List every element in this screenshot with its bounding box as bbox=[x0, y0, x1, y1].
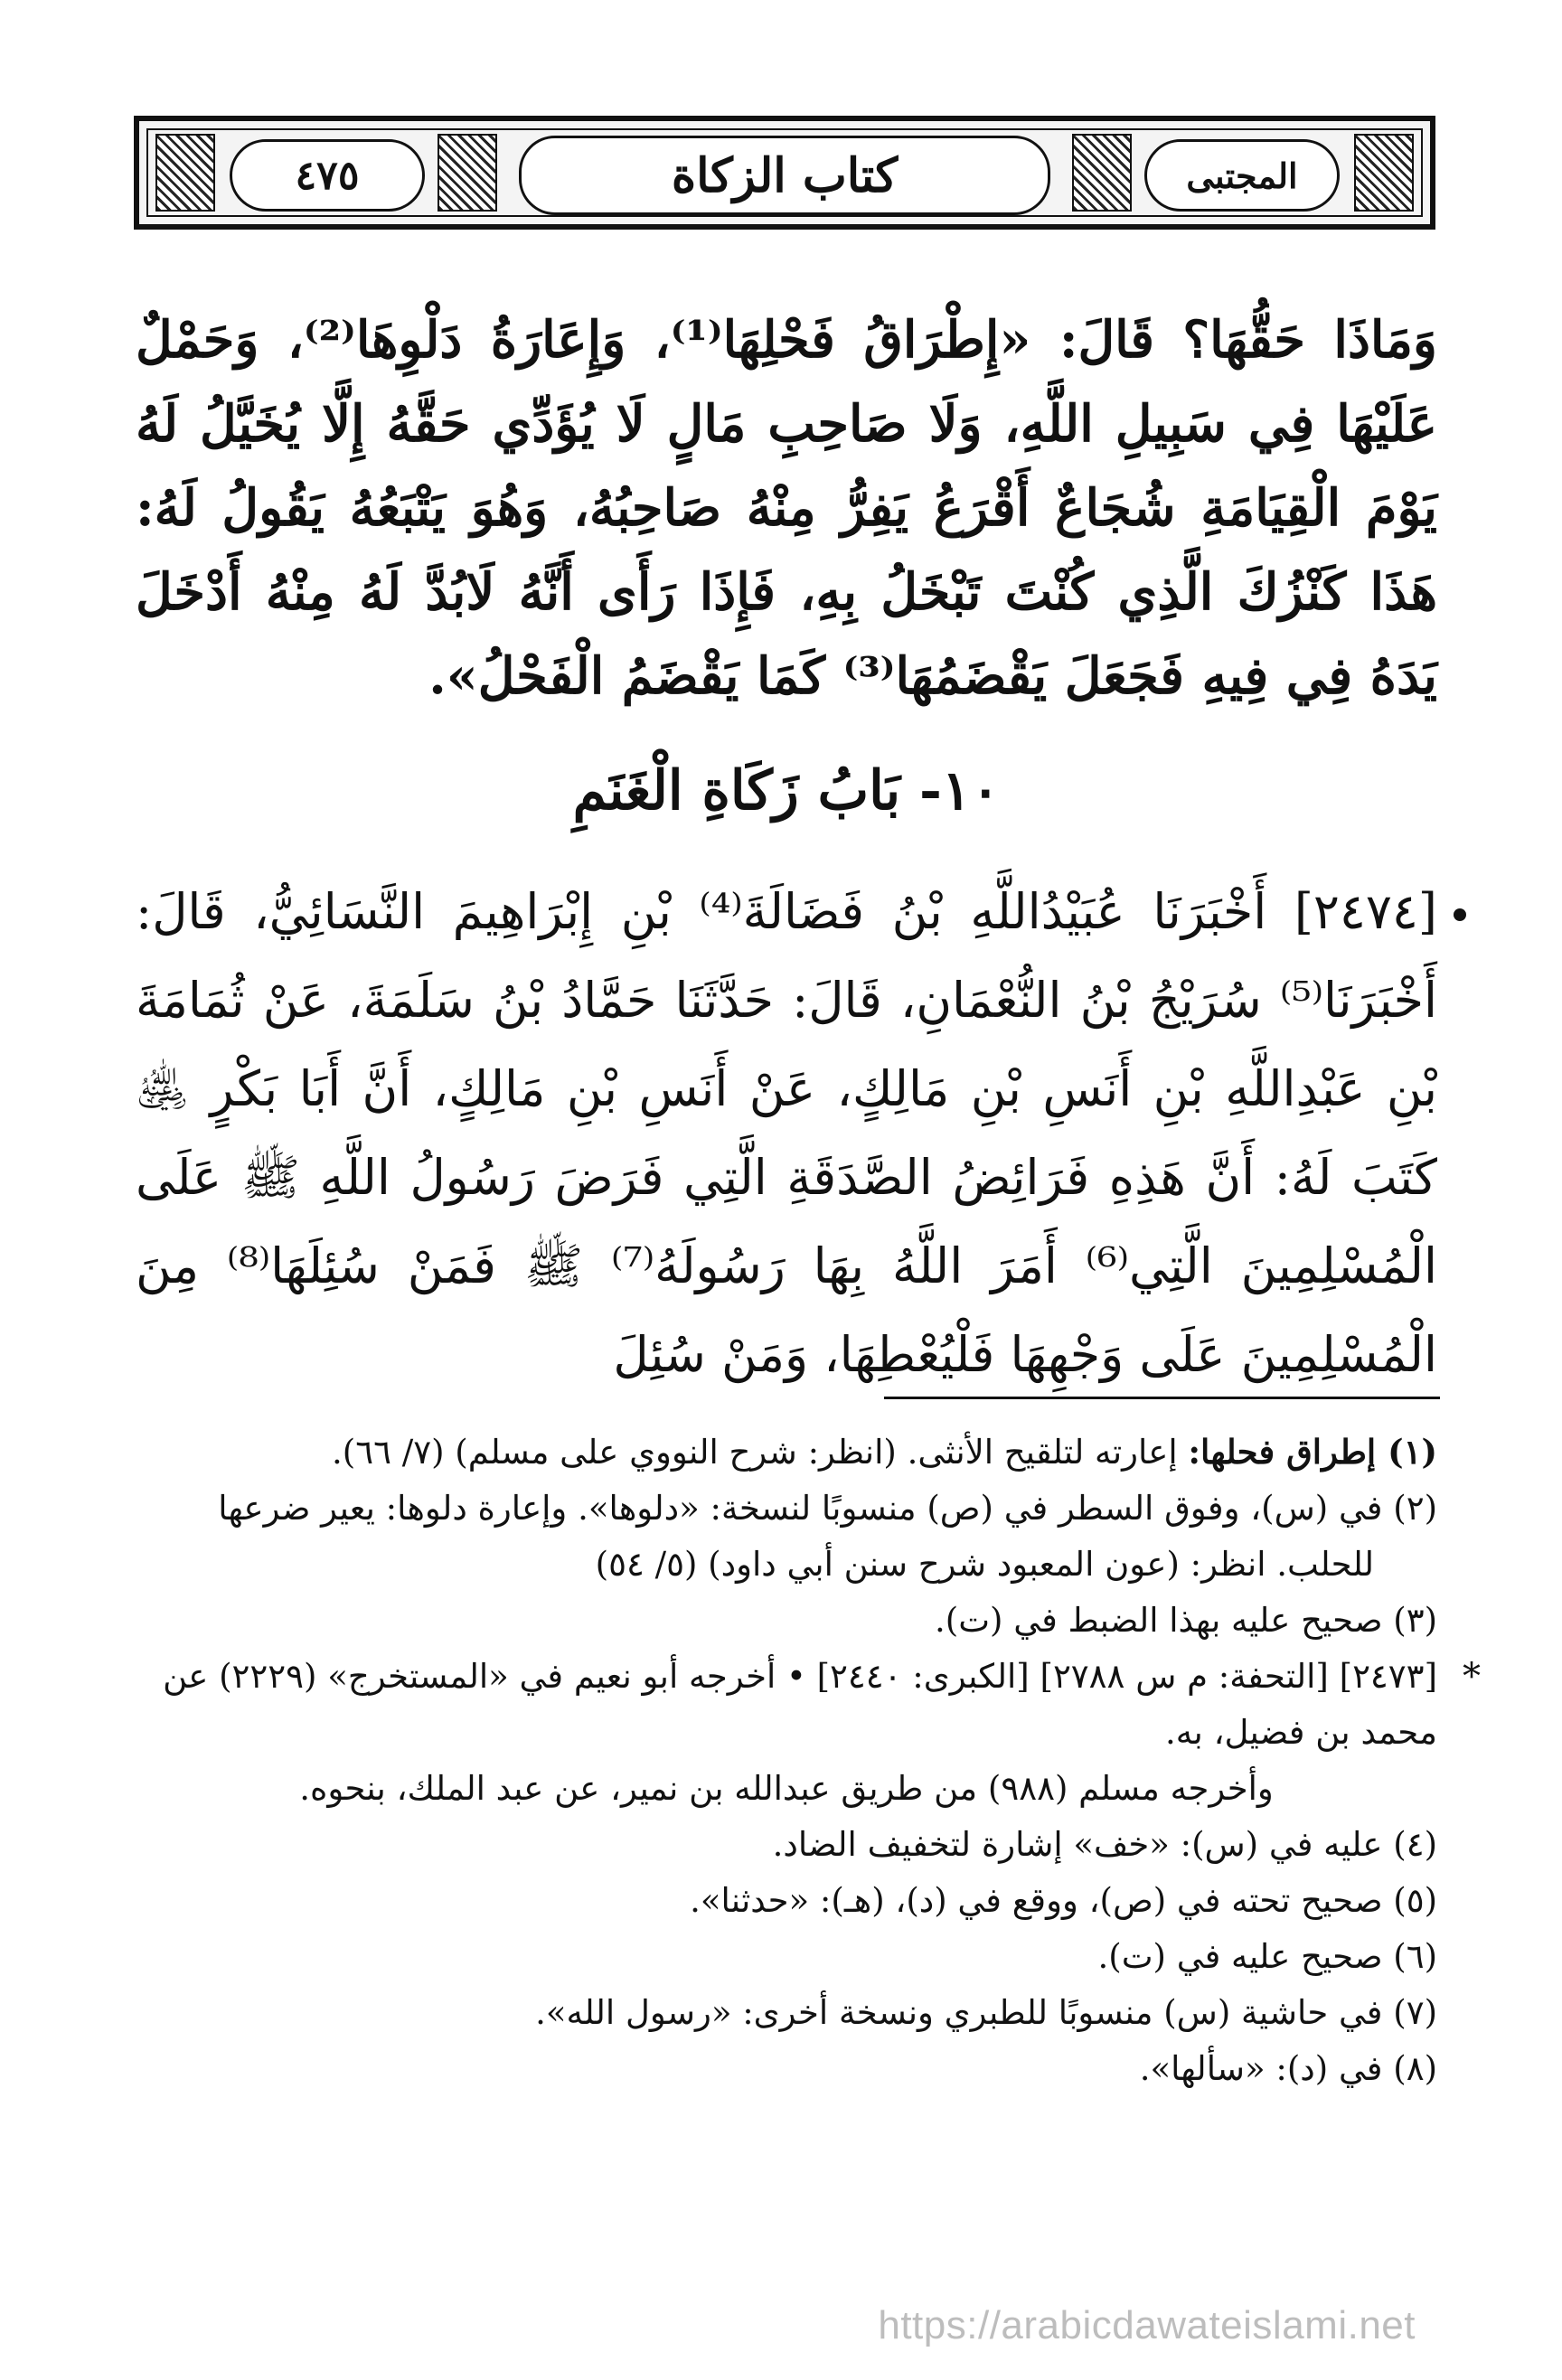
footnote-1 bbox=[136, 1424, 1437, 1481]
ornament-left-outer-icon bbox=[155, 134, 215, 212]
footnote-1-term: (١) إطراق فحلها: bbox=[1188, 1432, 1437, 1472]
page-header-frame bbox=[134, 116, 1435, 230]
footnote-6: (٦) صحيح عليه في (ت). bbox=[1097, 1937, 1437, 1976]
page-number: ٤٧٥ bbox=[230, 139, 425, 212]
takhrij-line-1 bbox=[136, 1649, 1481, 1705]
footnote-divider bbox=[884, 1397, 1440, 1399]
takhrij-line-3: وأخرجه مسلم (٩٨٨) من طريق عبدالله بن نمير، عن عبد الملك، بنحوه. bbox=[299, 1769, 1274, 1808]
takhrij-line-1-text: [٢٤٧٣] [التحفة: م س ٢٧٨٨] [الكبرى: ٢٤٤٠] • أخرجه أبو نعيم في «المستخرج» (٢٢٢٩) عن bbox=[163, 1657, 1437, 1696]
footnotes bbox=[136, 1424, 1481, 2097]
ornament-left-inner-icon bbox=[438, 134, 497, 212]
hadith-text: [٢٤٧٤] أَخْبَرَنَا عُبَيْدُاللَّهِ بْنُ فَضَالَةَ⁽⁴⁾ بْنِ إِبْرَاهِيمَ النَّسَائِيُّ، قَالَ: أَخْبَرَنَا⁽⁵⁾ سُرَيْجُ بْنُ النُّعْمَانِ، قَالَ: حَدَّثَنَا حَمَّادُ بْنُ سَلَمَةَ، عَنْ ثُمَامَةَ بْنِ عَبْدِاللَّهِ بْنِ أَنَسِ بْنِ مَالِكٍ، عَنْ أَنَسِ بْنِ مَالِكٍ، أَنَّ أَبَا بَكْرٍ ﵁ كَتَبَ لَهُ: أَنَّ هَذِهِ فَرَائِضُ الصَّدَقَةِ الَّتِي فَرَضَ رَسُولُ اللَّهِ ﷺ عَلَى الْمُسْلِمِينَ الَّتِي⁽⁶⁾ أَمَرَ اللَّهُ بِهَا رَسُولَهُ⁽⁷⁾ ﷺ فَمَنْ سُئِلَهَا⁽⁸⁾ مِنَ الْمُسْلِمِينَ عَلَى وَجْهِهَا فَلْيُعْطِهَا، وَمَنْ سُئِلَ bbox=[136, 883, 1437, 1383]
footnote-3: (٣) صحيح عليه بهذا الضبط في (ت). bbox=[935, 1601, 1437, 1640]
publisher-logo: المجتبى bbox=[1144, 139, 1340, 212]
footnote-7: (٧) في حاشية (س) منسوبًا للطبري ونسخة أخرى: «رسول الله». bbox=[535, 1993, 1437, 2032]
footnote-4: (٤) عليه في (س): «خف» إشارة لتخفيف الضاد. bbox=[772, 1825, 1437, 1864]
footnote-2-line-1: (٢) في (س)، وفوق السطر في (ص) منسوبًا لنسخة: «دلوها». وإعارة دلوها: يعير ضرعها bbox=[218, 1489, 1437, 1528]
ornament-right-inner-icon bbox=[1072, 134, 1132, 212]
star-marker: * bbox=[1463, 1656, 1481, 1698]
footnote-5: (٥) صحيح تحته في (ص)، ووقع في (د)، (هـ): «حدثنا». bbox=[690, 1881, 1437, 1920]
takhrij-line-2: محمد بن فضيل، به. bbox=[1164, 1713, 1437, 1752]
footnote-2-line-2: للحلب. انظر: (عون المعبود شرح سنن أبي داود) (٥/ ٥٤) bbox=[595, 1545, 1374, 1584]
chapter-heading: ١٠- بَابُ زَكَاةِ الْغَنَمِ bbox=[572, 759, 1001, 823]
footnote-1-text: إعارته لتلقيح الأنثى. (انظر: شرح النووي على مسلم) (٧/ ٦٦). bbox=[332, 1433, 1178, 1472]
watermark-url: https://arabicdawateislami.net bbox=[878, 2303, 1416, 2347]
footnote-8: (٨) في (د): «سألها». bbox=[1139, 2049, 1437, 2088]
running-title: كتاب الزكاة bbox=[519, 136, 1050, 215]
ornament-right-outer-icon bbox=[1354, 134, 1414, 212]
bullet-dot-icon bbox=[1454, 908, 1466, 921]
hadith-continuation-text: وَمَاذَا حَقُّهَا؟ قَالَ: «إِطْرَاقُ فَحْلِهَا⁽¹⁾، وَإِعَارَةُ دَلْوِهَا⁽²⁾، وَحَمْلٌ عَلَيْهَا فِي سَبِيلِ اللَّهِ، وَلَا صَاحِبِ مَالٍ لَا يُؤَدِّي حَقَّهُ إِلَّا يُخَيَّلُ لَهُ يَوْمَ الْقِيَامَةِ شُجَاعٌ أَقْرَعُ يَفِرُّ مِنْهُ صَاحِبُهُ، وَهُوَ يَتْبَعُهُ يَقُولُ لَهُ: هَذَا كَنْزُكَ الَّذِي كُنْتَ تَبْخَلُ بِهِ، فَإِذَا رَأَى أَنَّهُ لَابُدَّ لَهُ مِنْهُ أَدْخَلَ يَدَهُ فِي فِيهِ فَجَعَلَ يَقْضَمُهَا⁽³⁾ كَمَا يَقْضَمُ الْفَحْلُ». bbox=[136, 310, 1437, 706]
